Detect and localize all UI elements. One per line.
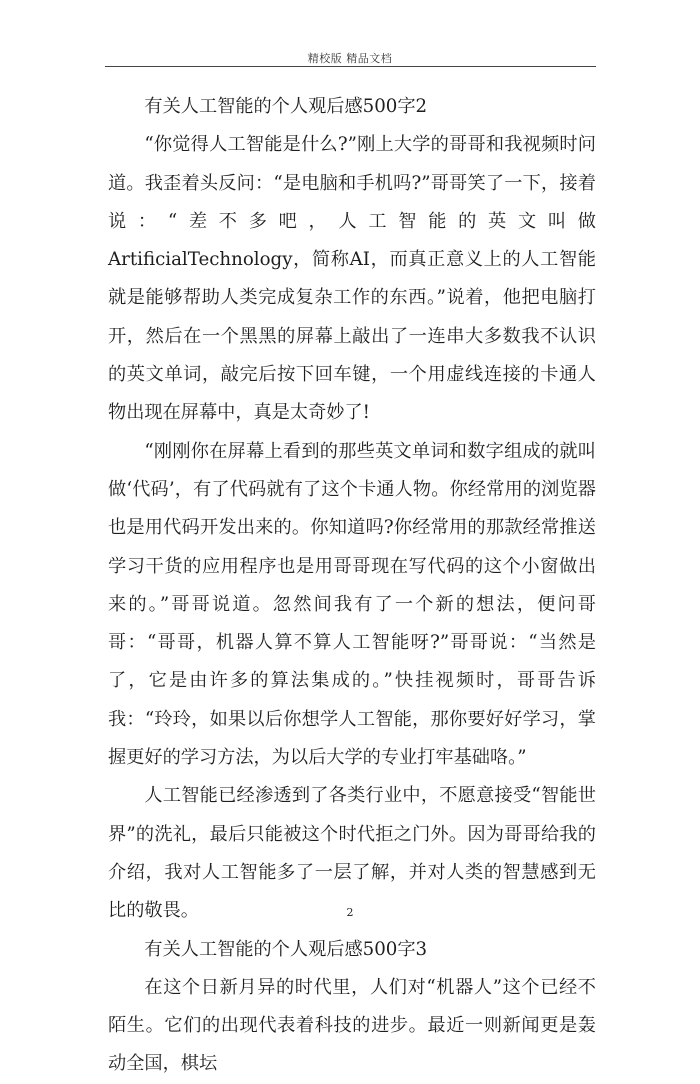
- body-paragraph: 人工智能已经渗透到了各类行业中，不愿意接受“智能世界”的洗礼，最后只能被这个时代拒之门外。因为哥哥给我的介绍，我对人工智能多了一层了解，并对人类的智慧感到无比的敬畏。: [108, 785, 596, 922]
- header-divider: [105, 66, 596, 67]
- body-paragraph: 在这个日新月异的时代里，人们对“机器人”这个已经不陌生。它们的出现代表着科技的进步。最近一则新闻更是轰动全国，棋坛: [108, 976, 596, 1075]
- section-heading: 有关人工智能的个人观后感500字3: [144, 938, 428, 960]
- header-title: 精校版 精品文档: [307, 52, 393, 65]
- body-paragraph: “刚刚你在屏幕上看到的那些英文单词和数字组成的就叫做‘代码’，有了代码就有了这个卡通人物。你经常用的浏览器也是用代码开发出来的。你知道吗?你经常用的那款经常推送学习干货的应用程序也是用哥哥现在写代码的这个小窗做出来的。”哥哥说道。忽然间我有了一个新的想法，便问哥哥：“哥哥，机器人算不算人工智能呀?”哥哥说：“当然是了，它是由许多的算法集成的。”快挂视频时，哥哥告诉我：“玲玲，如果以后你想学人工智能，那你要好好学习，掌握更好的学习方法，为以后大学的专业打牢基础咯。”: [108, 440, 596, 769]
- section-heading: 有关人工智能的个人观后感500字2: [144, 96, 428, 117]
- document-body: [108, 88, 596, 1084]
- page-number: 2: [346, 906, 354, 919]
- body-paragraph: “你觉得人工智能是什么?”刚上大学的哥哥和我视频时问道。我歪着头反问：“是电脑和手机吗?”哥哥笑了一下，接着说：“差不多吧，人工智能的英文叫做ArtificialTechnology，简称AI，而真正意义上的人工智能就是能够帮助人类完成复杂工作的东西。”说着，他把电脑打开，然后在一个黑黑的屏幕上敲出了一连串大多数我不认识的英文单词，敲完后按下回车键，一个用虚线连接的卡通人物出现在屏幕中，真是太奇妙了!: [108, 134, 596, 424]
